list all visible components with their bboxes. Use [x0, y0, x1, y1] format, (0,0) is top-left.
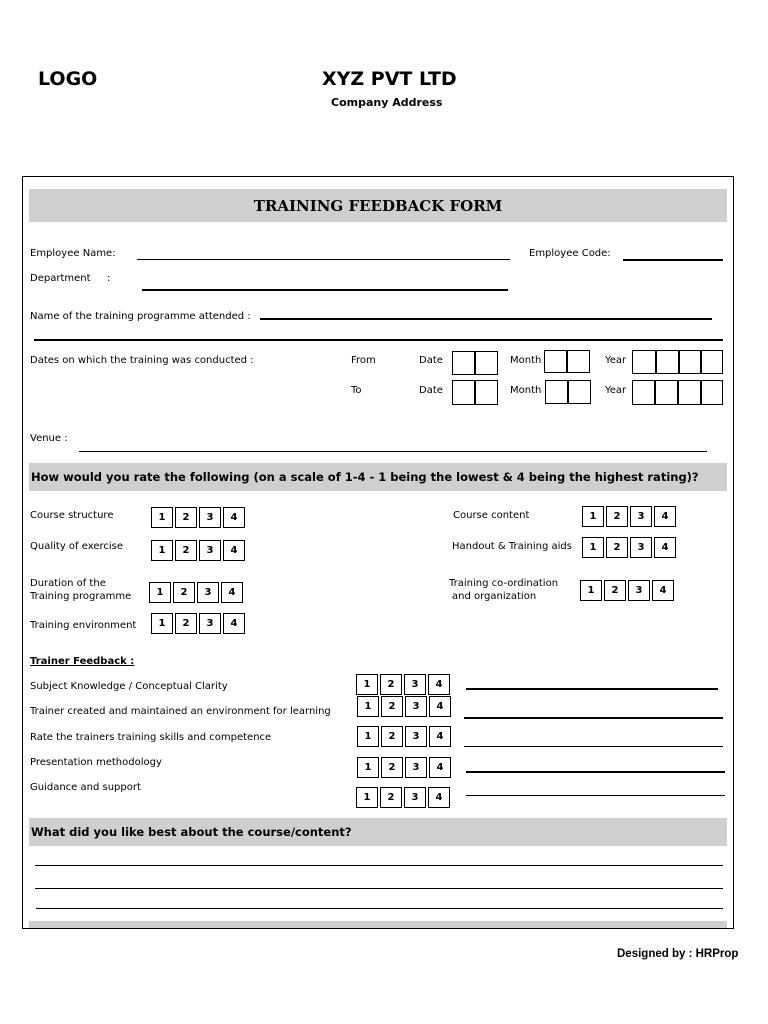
rating-4[interactable]: 4	[428, 787, 450, 808]
rating-3[interactable]: 3	[199, 507, 221, 528]
employee-code-field[interactable]	[623, 259, 723, 261]
from-year-label: Year	[605, 355, 627, 366]
course-content-rating[interactable]	[582, 506, 678, 527]
trainer-item-3-rating[interactable]	[357, 726, 453, 747]
rating-1[interactable]: 1	[582, 506, 604, 527]
course-structure-label: Course structure	[30, 510, 114, 521]
trainer-item-2-rating[interactable]	[357, 696, 453, 717]
rating-1[interactable]: 1	[151, 540, 173, 561]
trainer-item-2-label: Trainer created and maintained an environment for learning	[30, 706, 331, 717]
rating-4[interactable]: 4	[654, 537, 676, 558]
trainer-item-2-comment[interactable]	[464, 717, 723, 719]
training-environment-rating[interactable]	[151, 613, 247, 634]
rating-2[interactable]: 2	[606, 537, 628, 558]
training-environment-label: Training environment	[30, 620, 137, 631]
rating-2[interactable]: 2	[175, 613, 197, 634]
rating-2[interactable]: 2	[604, 580, 626, 601]
rating-1[interactable]: 1	[356, 787, 378, 808]
from-month-box-1[interactable]	[544, 350, 567, 373]
to-year-box-4[interactable]	[701, 380, 723, 405]
trainer-item-4-label: Presentation methodology	[30, 757, 162, 768]
programme-field-line2[interactable]	[34, 339, 723, 341]
from-year-box-1[interactable]	[632, 350, 656, 374]
trainer-item-4-comment[interactable]	[466, 771, 725, 773]
rating-3[interactable]: 3	[199, 540, 221, 561]
rating-4[interactable]: 4	[652, 580, 674, 601]
rating-4[interactable]: 4	[429, 757, 451, 778]
rating-1[interactable]: 1	[151, 507, 173, 528]
venue-field[interactable]	[79, 451, 707, 452]
rating-1[interactable]: 1	[356, 674, 378, 695]
rating-2[interactable]: 2	[175, 540, 197, 561]
course-structure-rating[interactable]	[151, 507, 247, 528]
to-month-box-1[interactable]	[545, 380, 568, 404]
quality-exercise-rating[interactable]	[151, 540, 247, 561]
venue-label: Venue :	[30, 433, 68, 444]
rating-4[interactable]: 4	[223, 540, 245, 561]
rating-2[interactable]: 2	[380, 674, 402, 695]
from-date-box-1[interactable]	[452, 351, 475, 375]
rating-2[interactable]: 2	[606, 506, 628, 527]
rating-4[interactable]: 4	[223, 507, 245, 528]
duration-label-2: Training programme	[30, 591, 132, 602]
trainer-item-3-comment[interactable]	[464, 746, 723, 747]
from-year-box-4[interactable]	[701, 350, 723, 374]
company-name: XYZ PVT LTD	[322, 68, 457, 90]
coordination-label-2: and organization	[452, 591, 537, 602]
rating-1[interactable]: 1	[357, 757, 379, 778]
rating-2[interactable]: 2	[381, 696, 403, 717]
handout-label: Handout & Training aids	[452, 541, 572, 552]
rating-2[interactable]: 2	[381, 726, 403, 747]
employee-name-label: Employee Name:	[30, 248, 116, 259]
rating-2[interactable]: 2	[175, 507, 197, 528]
rating-1[interactable]: 1	[357, 696, 379, 717]
rating-3[interactable]: 3	[630, 506, 652, 527]
department-label: Department	[30, 273, 91, 284]
best-answer-line-3[interactable]	[36, 908, 723, 909]
from-year-box-3[interactable]	[679, 350, 701, 374]
duration-label-1: Duration of the	[30, 578, 106, 589]
trainer-item-4-rating[interactable]	[357, 757, 453, 778]
to-date-label: Date	[419, 385, 443, 396]
rating-1[interactable]: 1	[580, 580, 602, 601]
rating-1[interactable]: 1	[582, 537, 604, 558]
rating-2[interactable]: 2	[173, 582, 195, 603]
handout-rating[interactable]	[582, 537, 678, 558]
rating-3[interactable]: 3	[405, 696, 427, 717]
trainer-item-5-comment[interactable]	[466, 795, 725, 796]
rating-1[interactable]: 1	[151, 613, 173, 634]
rating-1[interactable]: 1	[149, 582, 171, 603]
company-address: Company Address	[331, 96, 443, 109]
form-title: TRAINING FEEDBACK FORM	[29, 189, 727, 222]
rating-3[interactable]: 3	[197, 582, 219, 603]
to-year-box-1[interactable]	[632, 380, 655, 405]
best-answer-line-2[interactable]	[35, 888, 723, 889]
trainer-item-5-label: Guidance and support	[30, 782, 141, 793]
best-question: What did you like best about the course/content?	[29, 818, 727, 846]
rating-4[interactable]: 4	[654, 506, 676, 527]
rating-4[interactable]: 4	[223, 613, 245, 634]
to-date-box-1[interactable]	[452, 380, 475, 405]
employee-name-field[interactable]	[137, 259, 510, 260]
to-month-label: Month	[510, 385, 542, 396]
trainer-item-3-label: Rate the trainers training skills and competence	[30, 732, 272, 743]
rating-3[interactable]: 3	[404, 674, 426, 695]
coordination-rating[interactable]	[580, 580, 676, 601]
rating-2[interactable]: 2	[381, 757, 403, 778]
rating-3[interactable]: 3	[404, 787, 426, 808]
department-field[interactable]	[142, 289, 508, 291]
rating-2[interactable]: 2	[380, 787, 402, 808]
to-year-box-3[interactable]	[678, 380, 701, 405]
rating-4[interactable]: 4	[221, 582, 243, 603]
programme-label: Name of the training programme attended :	[30, 311, 251, 322]
trainer-item-1-comment[interactable]	[466, 688, 718, 690]
rating-4[interactable]: 4	[428, 674, 450, 695]
from-year-box-2[interactable]	[656, 350, 679, 374]
course-content-label: Course content	[453, 510, 530, 521]
bottom-grey-strip	[29, 921, 727, 928]
rating-3[interactable]: 3	[405, 757, 427, 778]
trainer-feedback-heading: Trainer Feedback :	[30, 656, 135, 667]
rating-4[interactable]: 4	[429, 696, 451, 717]
from-date-box-2[interactable]	[475, 351, 498, 375]
rating-3[interactable]: 3	[628, 580, 650, 601]
duration-rating[interactable]	[149, 582, 245, 603]
trainer-item-5-rating[interactable]	[356, 787, 452, 808]
rating-1[interactable]: 1	[357, 726, 379, 747]
best-answer-line-1[interactable]	[35, 865, 723, 866]
from-label: From	[351, 355, 376, 366]
to-year-label: Year	[605, 385, 627, 396]
dates-label: Dates on which the training was conducted :	[30, 355, 254, 366]
to-month-box-2[interactable]	[568, 380, 591, 404]
designed-by: Designed by : HRProp	[617, 948, 739, 960]
from-date-label: Date	[419, 355, 443, 366]
rating-question: How would you rate the following (on a scale of 1-4 - 1 being the lowest & 4 being the highest rating)?	[29, 463, 727, 491]
trainer-item-1-rating[interactable]	[356, 674, 452, 695]
coordination-label-1: Training co-ordination	[449, 578, 559, 589]
to-date-box-2[interactable]	[475, 380, 498, 405]
department-colon: :	[107, 273, 111, 284]
to-label: To	[351, 385, 362, 396]
from-month-label: Month	[510, 355, 542, 366]
rating-3[interactable]: 3	[199, 613, 221, 634]
trainer-item-1-label: Subject Knowledge / Conceptual Clarity	[30, 681, 228, 692]
rating-3[interactable]: 3	[630, 537, 652, 558]
programme-field[interactable]	[260, 318, 712, 320]
logo-text: LOGO	[38, 68, 98, 90]
rating-4[interactable]: 4	[429, 726, 451, 747]
from-month-box-2[interactable]	[567, 350, 590, 373]
to-year-box-2[interactable]	[655, 380, 678, 405]
employee-code-label: Employee Code:	[529, 248, 611, 259]
rating-3[interactable]: 3	[405, 726, 427, 747]
quality-exercise-label: Quality of exercise	[30, 541, 123, 552]
